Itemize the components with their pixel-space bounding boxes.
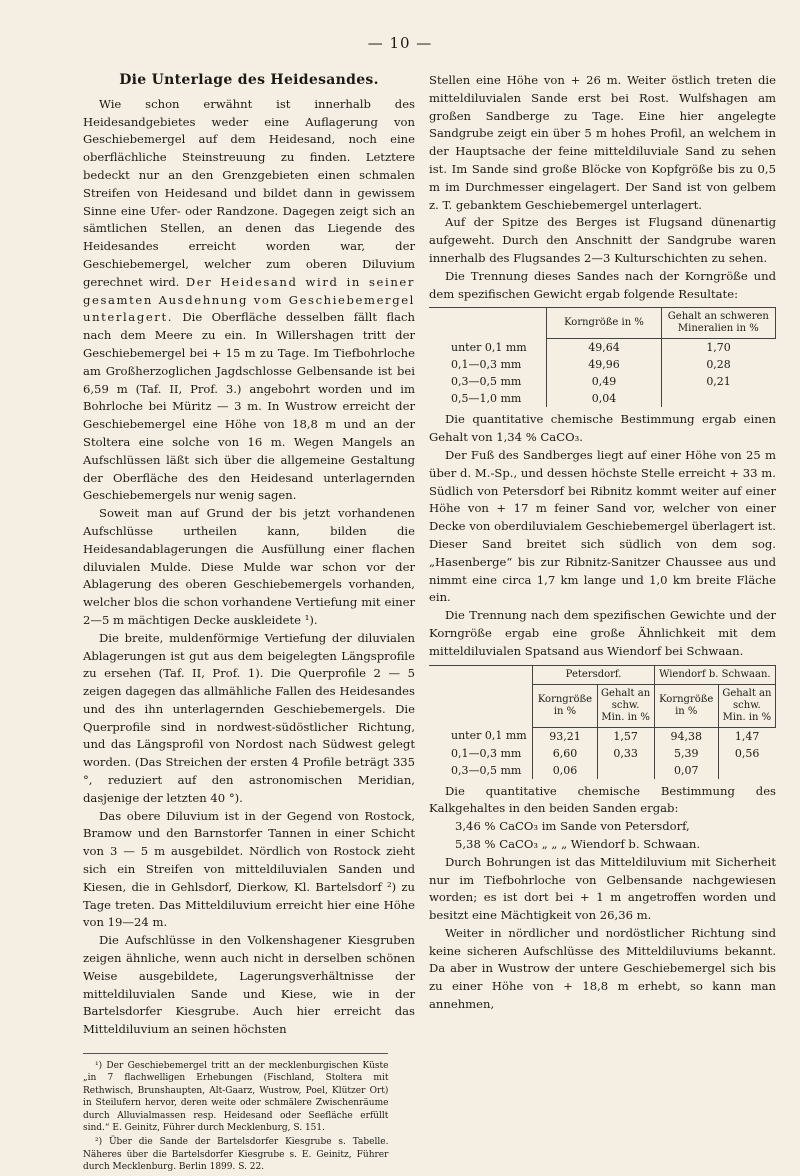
table-cell: 1,57 xyxy=(597,727,654,745)
table-cell: 0,3—0,5 mm xyxy=(451,375,522,389)
section-heading: Die Unterlage des Heidesandes. xyxy=(119,72,379,88)
table-row xyxy=(429,745,776,762)
formula-line: 3,46 % CaCO₃ im Sande von Petersdorf, xyxy=(455,819,690,834)
spaced-emphasis: Der Heidesand wird in seiner gesamten Ausdehnung vom Geschiebemergel unterlagert. xyxy=(83,274,415,325)
paragraph: Die Trennung nach dem spezifischen Gewichte und der Korngröße ergab eine große Ähnlichkeit mit dem mitteldiluvialen Spatsand aus Wiendorf bei Schwaan. xyxy=(429,608,776,658)
paragraph: Die quantitative chemische Bestimmung ergab einen Gehalt von 1,34 % CaCO₃. xyxy=(429,412,776,445)
table-header: Korngröße in % xyxy=(547,308,661,339)
table-cell: 6,60 xyxy=(533,745,597,762)
table-cell: 0,1—0,3 mm xyxy=(451,746,522,760)
table-cell xyxy=(718,762,775,779)
paragraph-text: Wie schon erwähnt ist innerhalb des Heidesandgebietes weder eine Auflagerung von Geschiebemergel auf dem Heidesand, noch eine oberflächliche Steinstreuung zu finden. Letztere bedeckt nur an den Grenzgebieten einen schmalen Streifen von Heidesand und bildet dann in gewissem Sinne eine Ufer- oder Randzone. Dagegen zeigt sich an sämtlichen Stellen, an denen das Liegende des Heidesandes erreicht worden war, der Geschiebemergel, welcher zum oberen Diluvium gerechnet wird. xyxy=(83,96,415,289)
table-header: Gehalt an schw. Min. in % xyxy=(718,684,775,727)
paragraph: Soweit man auf Grund der bis jetzt vorhandenen Aufschlüsse urtheilen kann, bilden die Heidesandablagerungen die Ausfüllung einer flachen diluvialen Mulde. Diese Mulde war schon vor der Ablagerung des oberen Geschiebemergels vorhanden, welcher blos die schon vorhandene Vertiefung mit einer 2—5 m mächtigen Decke auskleidete ¹). xyxy=(83,506,415,627)
table-cell: 0,07 xyxy=(654,762,718,779)
paragraph: Stellen eine Höhe von + 26 m. Weiter östlich treten die mitteldiluvialen Sande erst bei Rost. Wulfshagen am großen Sandberge zu Tage. Eine hier angelegte Sandgrube zeigt ein über 5 m hohes Profil, an welchem in der Hauptsache der feine mitteldiluviale Sand zu sehen ist. Im Sande sind große Blöcke von Kopfgröße bis zu 0,5 m im Durchmesser eingelagert. Der Sand ist von gelbem z. T. gebanktem Geschiebemergel unterlagert. xyxy=(429,73,776,212)
table-row xyxy=(429,390,776,407)
table-cell: 0,56 xyxy=(718,745,775,762)
paragraph xyxy=(83,96,415,505)
table-row xyxy=(429,339,776,357)
left-column xyxy=(83,72,415,1176)
paragraph: Weiter in nördlicher und nordöstlicher Richtung sind keine sicheren Aufschlüsse des Mitteldiluviums bekannt. Da aber in Wustrow der untere Geschiebemergel sich bis zu einer Höhe von + 18,8 m erhebt, so kann man annehmen, xyxy=(429,925,776,1012)
table-cell: 49,96 xyxy=(547,356,661,373)
footnotes xyxy=(83,1053,388,1174)
table-header: Korngröße in % xyxy=(654,684,718,727)
table-cell: 94,38 xyxy=(654,727,718,745)
paragraph-text: Die Oberfläche desselben fällt flach nach dem Meere zu ein. In Willershagen tritt der Geschiebemergel bei + 15 m zu Tage. Im Tiefbohrloche am Großherzoglichen Jagdschlosse Gelbensande ist bei 6,59 m (Taf. II, Prof. 3.) angebohrt worden und im Bohrloche bei Müritz — 3 m. In Wustrow erreicht der Geschiebemergel eine Höhe von 18,8 m und an der Stoltera eine solche von 16 m. Wegen Mangels an Aufschlüssen läßt sich über die allgemeine Gestaltung der Oberfläche des den Heidesand unterlagernden Geschiebemergels nur wenig sagen. xyxy=(83,310,415,503)
table-header: Gehalt an schw. Min. in % xyxy=(597,684,654,727)
table-row xyxy=(429,727,776,745)
table-cell: 0,5—1,0 mm xyxy=(451,392,522,406)
table-cell: 0,04 xyxy=(547,390,661,407)
grain-size-table-comparison xyxy=(429,665,776,779)
page-number: — 10 — xyxy=(367,34,433,52)
table-cell: 1,70 xyxy=(661,339,775,357)
table-cell: 1,47 xyxy=(718,727,775,745)
table-cell: 0,21 xyxy=(661,373,775,390)
table-cell: 0,06 xyxy=(533,762,597,779)
table-cell xyxy=(597,762,654,779)
table-header: Korngröße in % xyxy=(533,684,597,727)
table-header: Gehalt an schweren Mineralien in % xyxy=(661,308,775,339)
table-group-header: Wiendorf b. Schwaan. xyxy=(654,665,775,684)
paragraph: Der Fuß des Sandberges liegt auf einer Höhe von 25 m über d. M.-Sp., und dessen höchste Stelle erreicht + 33 m. Südlich von Petersdorf bei Ribnitz kommt weiter auf einer Höhe von + 17 m feiner Sand vor, welcher von einer Decke von oberdiluvialem Geschiebemergel überlagert ist. Dieser Sand breitet sich südlich von dem sog. „Hasenberge“ bis zur Ribnitz-Sanitzer Chaussee aus und nimmt eine circa 1,7 km lange und 1,0 km breite Fläche ein. xyxy=(429,447,776,605)
table-cell: unter 0,1 mm xyxy=(451,341,527,355)
paragraph: Das obere Diluvium ist in der Gegend von Rostock, Bramow und den Barnstorfer Tannen in einer Schicht von 3 — 5 m ausgebildet. Nördlich von Rostock zieht sich ein Streifen von mitteldiluvialen Sanden und Kiesen, die in Gehlsdorf, Dierkow, Kl. Bartelsdorf ²) zu Tage treten. Das Mitteldiluvium erreicht hier eine Höhe von 19—24 m. xyxy=(83,808,415,930)
table-cell: 0,3—0,5 mm xyxy=(451,763,522,777)
table-row xyxy=(429,356,776,373)
table-cell xyxy=(661,390,775,407)
table-group-header: Petersdorf. xyxy=(533,665,654,684)
formula-line: 5,38 % CaCO₃ „ „ „ Wiendorf b. Schwaan. xyxy=(455,836,701,851)
paragraph: Die quantitative chemische Bestimmung des Kalkgehaltes in den beiden Sanden ergab: xyxy=(429,783,776,816)
table-cell: 0,1—0,3 mm xyxy=(451,358,522,372)
paragraph: Die breite, muldenförmige Vertiefung der diluvialen Ablagerungen ist gut aus dem beigelegten Längsprofile zu ersehen (Taf. II, Prof. 1). Die Querprofile 2 — 5 zeigen dagegen das allmähliche Fallen des Heidesandes und des ihn unterlagernden Geschiebemergels. Die Querprofile sind in nordwest-südöstlicher Richtung, und das Längsprofil von Nordost nach Südwest gelegt worden. (Das Streichen der ersten 4 Profile beträgt 335 °, reduziert auf den astronomischen Meridian, dasjenige der letzten 40 °). xyxy=(83,630,415,805)
table-row xyxy=(429,762,776,779)
paragraph: Auf der Spitze des Berges ist Flugsand dünenartig aufgeweht. Durch den Anschnitt der Sandgrube waren innerhalb des Flugsandes 2—3 Kulturschichten zu sehen. xyxy=(429,215,776,265)
table-cell: 93,21 xyxy=(533,727,597,745)
table-row xyxy=(429,373,776,390)
table-cell: 0,49 xyxy=(547,373,661,390)
table-cell: 49,64 xyxy=(547,339,661,357)
table-cell: unter 0,1 mm xyxy=(451,729,527,743)
footnote-1: ¹) Der Geschiebemergel tritt an der mecklenburgischen Küste „in 7 flachwelligen Erhebungen (Fischland, Stoltera mit Rethwisch, Brunshaupten, Alt-Gaarz, Wustrow, Poel, Klützer Ort) in Steilufern hervor, deren weite oder schmälere Zwischenräume durch Alluvialmassen resp. Heidesand oder Seefläche erfüllt sind.“ E. Geinitz, Führer durch Mecklenburg, S. 151. xyxy=(83,1061,389,1134)
paragraph: Die Trennung dieses Sandes nach der Korngröße und dem spezifischen Gewicht ergab folgende Resultate: xyxy=(429,268,776,301)
paragraph: Durch Bohrungen ist das Mitteldiluvium mit Sicherheit nur im Tiefbohrloche von Gelbensande nachgewiesen worden; es ist dort bei + 1 m angetroffen worden und besitzt eine Mächtigkeit von 26,36 m. xyxy=(429,854,776,923)
footnote-2: ²) Über die Sande der Bartelsdorfer Kiesgrube s. Tabelle. Näheres über die Bartelsdorfer Kiesgrube s. E. Geinitz, Führer durch Mecklenburg. Berlin 1899. S. 22. xyxy=(83,1137,389,1173)
table-cell: 5,39 xyxy=(654,745,718,762)
table-cell: 0,28 xyxy=(661,356,775,373)
grain-size-table-sandberg xyxy=(429,307,776,407)
paragraph: Die Aufschlüsse in den Volkenshagener Kiesgruben zeigen ähnliche, wenn auch nicht in derselben schönen Weise ausgebildete, Lagerungsverhältnisse der mitteldiluvialen Sande und Kiese, wie in der Bartelsdorfer Kiesgrube. Auch hier erreicht das Mitteldiluvium an seinen höchsten xyxy=(83,933,415,1037)
table-cell: 0,33 xyxy=(597,745,654,762)
right-column xyxy=(429,72,776,1014)
